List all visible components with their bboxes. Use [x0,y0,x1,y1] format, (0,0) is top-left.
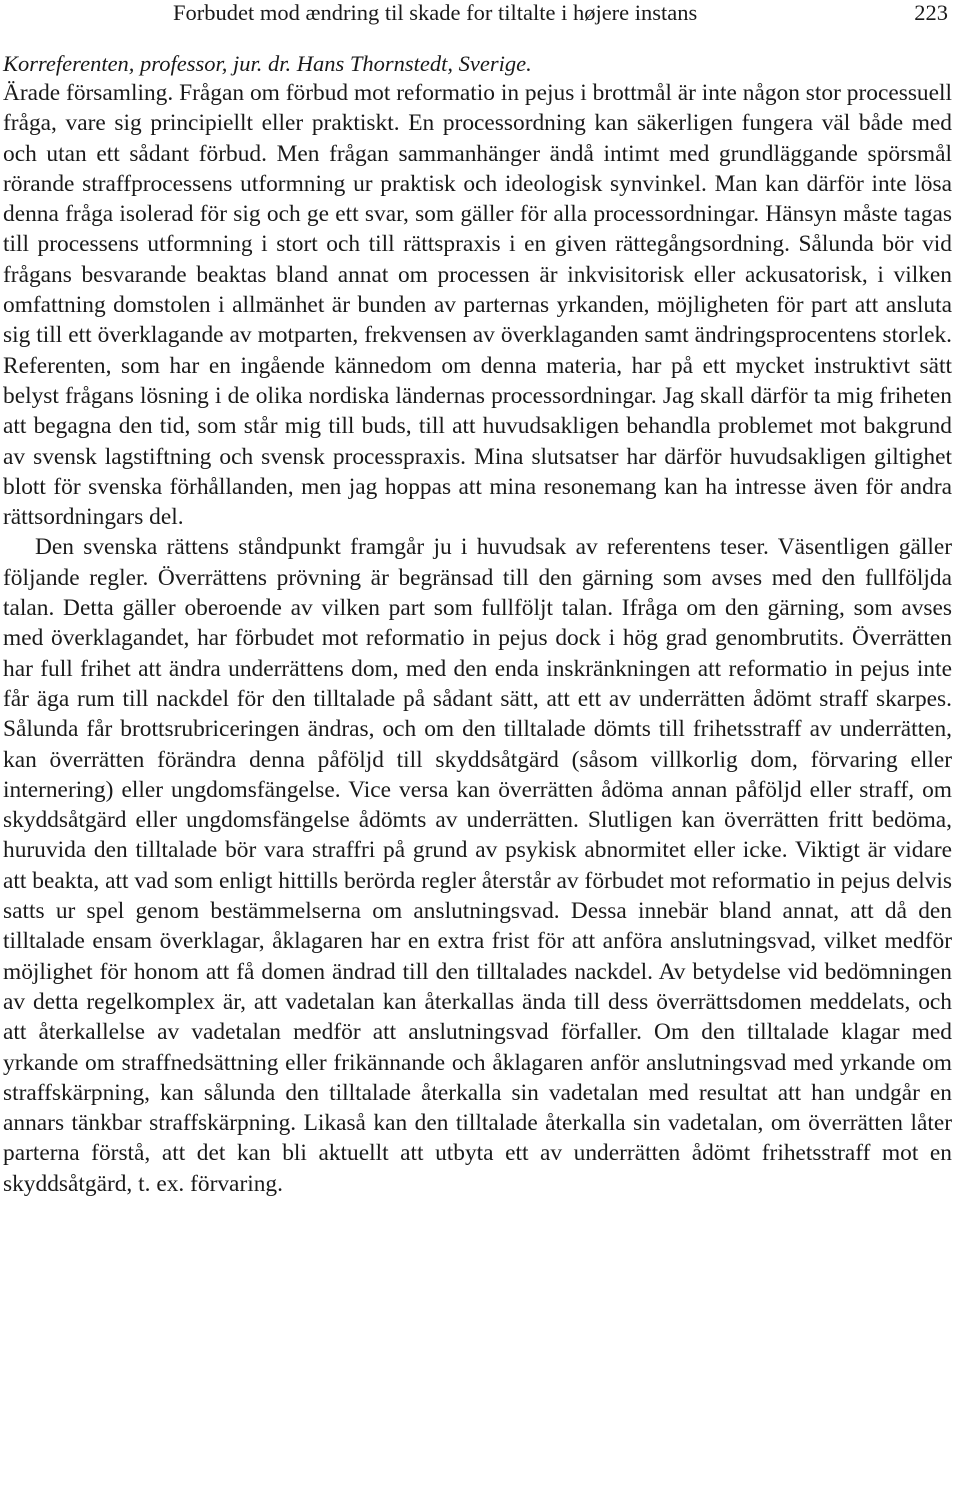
running-title: Forbudet mod ændring til skade for tiltalte i højere instans [173,0,698,25]
speaker-byline: Korreferenten, professor, jur. dr. Hans Thornstedt, Sverige. [3,51,532,76]
body-paragraph: Den svenska rättens ståndpunkt framgår ju i huvudsak av referentens teser. Väsentligen gäller följande regler. Överrättens prövning är begränsad till den gärning som avses med den fullföljda talan. Detta gäller oberoende av vilken part som fullföljt talan. Ifråga om den gärning, som avses med överklagandet, har förbudet mot reformatio in pejus dock i hög grad genombrutits. Överrätten har full frihet att ändra underrättens dom, med den enda inskränkningen att reformatio in pejus inte får äga rum till nackdel för den tilltalade på sådant sätt, att ett av underrätten ådömt straff skarpes. Sålunda får brottsrubriceringen ändras, och om den tilltalade dömts till frihetsstraff av underrätten, kan överrätten förändra denna påföljd till skyddsåtgärd (såsom villkorlig dom, förvaring eller internering) eller ungdomsfängelse. Vice versa kan överrätten ådöma annan påföljd eller straff, om skyddsåtgärd eller ungdomsfängelse ådömts av underrätten. Slutligen kan överrätten fritt bedöma, huruvida den tilltalade bör vara straffri på grund av psykisk abnormitet eller icke. Viktigt är vidare att beakta, att vad som enligt hittills berörda regler återstår av förbudet mot reformatio in pejus delvis satts ur spel genom bestämmelserna om anslutningsvad. Dessa innebär bland annat, att då den tilltalade ensam överklagar, åklagaren har en extra frist för att anföra anslutningsvad, vilket medför möjlighet för honom att få domen ändrad till den tilltalades nackdel. Av betydelse vid bedömningen av detta regelkomplex är, att vadetalan kan återkallas ända till dess överrättsdomen meddelats, och att återkallelse av vadetalan medför att anslutningsvad förfaller. Om den tilltalade klagar med yrkande om straffnedsättning eller frikännande och åklagaren anför anslutningsvad med yrkande om straffskärpning, kan sålunda den tilltalade återkalla sin vadetalan med resultat att han undgår en annars tänkbar straffskärpning. Likaså kan den tilltalade återkalla sin vadetalan, om överrätten låter parterna förstå, att det kan bli aktuellt att utbyta ett av underrätten ådömt frihetsstraff mot en skyddsåtgärd, t. ex. förvaring. [3,534,952,1197]
body-paragraph: Ärade församling. Frågan om förbud mot reformatio in pejus i brottmål är inte någon stor processuell fråga, vare sig principiellt eller praktiskt. En processordning kan säkerligen fungera väl både med och utan ett sådant förbud. Men frågan sammanhänger ändå intimt med grundläggande spörsmål rörande straffprocessens utformning ur praktisk och ideologisk synvinkel. Man kan därför inte lösa denna fråga isolerad för sig och ge ett svar, som gäller för alla processordningar. Hänsyn måste tagas till processens utformning i stort och till rättspraxis i en given rättegångsordning. Sålunda bör vid frågans besvarande beaktas bland annat om processen är inkvisitorisk eller ackusatorisk, i vilken omfattning domstolen i allmänhet är bunden av parternas yrkanden, möjligheten för part att ansluta sig till ett överklagande av motparten, frekvensen av överklaganden samt ändringsprocentens storlek. Referenten, som har en ingående kännedom om denna materia, har på ett mycket instruktivt sätt belyst frågans lösning i de olika nordiska ländernas processordningar. Jag skall därför ta mig friheten att begagna den tid, som står mig till buds, till att huvudsakligen behandla problemet mot bakgrund av svensk lagstiftning och svensk processpraxis. Mina slutsatser har därför huvudsakligen giltighet blott för svenska förhållanden, men jag hoppas att mina resonemang kan ha intresse även för andra rättsordningars del. [3,80,952,531]
running-header [3,0,952,26]
page-number: 223 [914,0,948,25]
